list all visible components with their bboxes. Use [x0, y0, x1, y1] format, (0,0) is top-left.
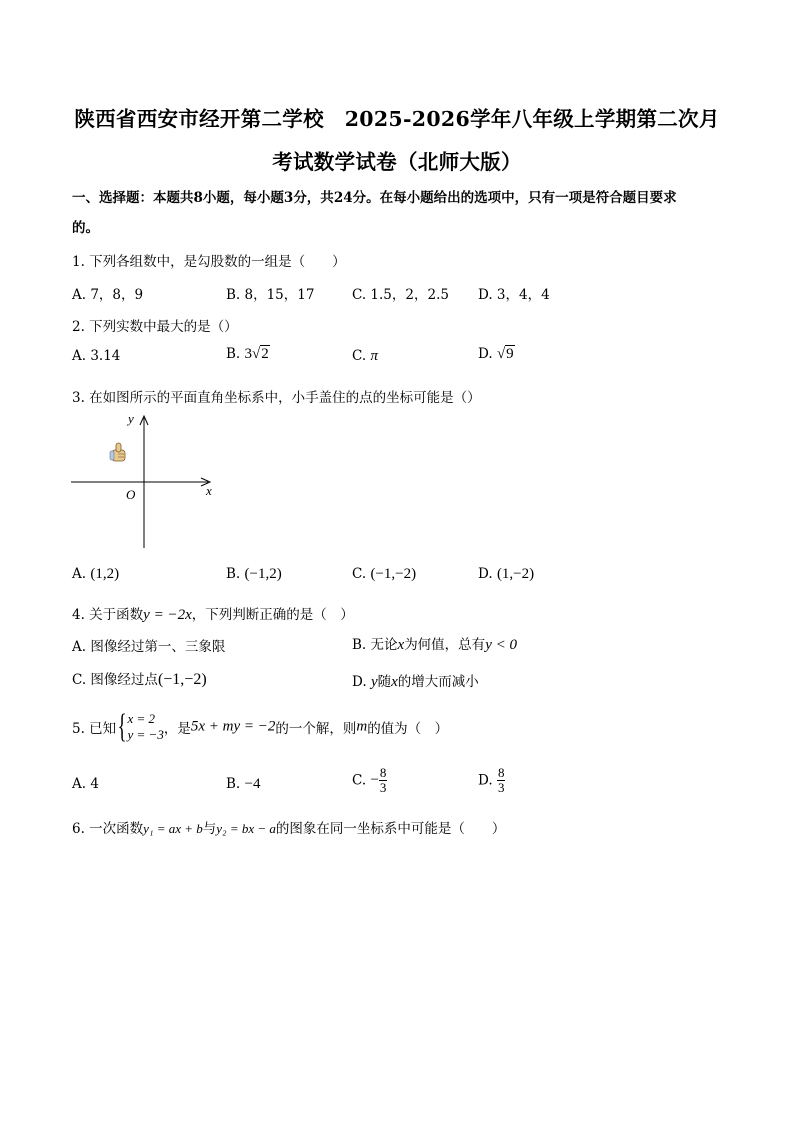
- q3-d-label: D.: [478, 566, 493, 582]
- q5-b-value: −4: [244, 776, 261, 792]
- q5-option-c: [352, 766, 387, 795]
- q3-a-value: (1,2): [90, 566, 120, 582]
- q4-b-b: 为何值，总有: [404, 637, 486, 653]
- q5-c-denominator: 3: [379, 780, 387, 795]
- section-instructions: [72, 186, 677, 206]
- q4-d-a: 随: [377, 674, 392, 690]
- q2-c-value: π: [370, 348, 378, 364]
- q1-option-d: D. 3，4，4: [478, 287, 550, 303]
- q6-stem: [72, 817, 505, 837]
- q3-option-d: [478, 566, 534, 583]
- q6-stem-c: 的图象在同一坐标系中可能是（ ）: [275, 821, 506, 837]
- q2-stem: 2. 下列实数中最大的是（）: [72, 319, 238, 335]
- q5-c-fraction: [379, 766, 388, 795]
- q5-stem-d: 的值为（ ）: [367, 721, 449, 737]
- q4-option-c: [72, 668, 207, 689]
- q3-c-label: C.: [352, 566, 367, 582]
- q4-d-x: x: [391, 674, 398, 690]
- q2-b-radicand: 2: [261, 346, 269, 362]
- q5-m: m: [356, 718, 368, 735]
- q5-d-numerator: 8: [497, 765, 505, 780]
- exam-title-line1: [0, 102, 794, 132]
- q5-option-b: [226, 776, 260, 793]
- q2-c-label: C.: [352, 348, 367, 364]
- q4-stem: [72, 603, 354, 624]
- q1-option-b: B. 8，15，17: [226, 287, 315, 303]
- system-brace: {: [117, 708, 127, 745]
- q1-option-c: C. 1.5，2，2.5: [352, 287, 449, 303]
- q3-stem: 3. 在如图所示的平面直角坐标系中，小手盖住的点的坐标可能是（）: [72, 390, 481, 406]
- q4-option-b: [352, 633, 517, 654]
- intro-a: 一、选择题：本题共: [72, 190, 194, 206]
- q5-sys-eq2: y = −3: [127, 727, 164, 742]
- q3-option-a: [72, 566, 119, 583]
- q5-stem: [72, 710, 448, 744]
- section-instructions-end: 的。: [72, 220, 99, 236]
- q2-option-b: [226, 346, 270, 363]
- q4-function: y = −2x: [143, 607, 192, 623]
- q6-stem-b: 与: [202, 821, 217, 837]
- q5-d-fraction: [497, 766, 506, 795]
- q2-b-label: B.: [226, 346, 241, 362]
- q5-stem-a: 5. 已知: [72, 721, 117, 737]
- q2-option-c: [352, 348, 378, 365]
- q2-d-label: D.: [478, 346, 493, 362]
- q6-function-1: y₁ = ax + b: [143, 821, 203, 836]
- q5-c-numerator: 8: [379, 765, 387, 780]
- y-axis-label: y: [128, 411, 134, 426]
- q4-d-b: 的增大而减小: [397, 674, 479, 690]
- q2-d-radicand: 9: [506, 346, 514, 362]
- q4-stem-a: 4. 关于函数: [72, 607, 144, 623]
- q5-option-d: [478, 766, 505, 795]
- title-year: 2025-2026: [344, 107, 471, 131]
- q5-sys-eq1: x = 2: [127, 711, 156, 726]
- per-question-score: 3: [283, 190, 294, 206]
- q2-option-d: [478, 346, 515, 363]
- coordinate-plane-figure: [68, 410, 228, 555]
- q4-option-d: [352, 670, 479, 691]
- q6-stem-a: 6. 一次函数: [72, 821, 144, 837]
- origin-label: O: [126, 487, 136, 502]
- q4-b-inequality: y < 0: [485, 637, 517, 653]
- q4-d-y: y: [370, 674, 378, 690]
- q2-b-coef: 3: [244, 346, 253, 362]
- intro-d: 分。在每小题给出的选项中，只有一项是符合题目要求: [352, 190, 677, 206]
- q5-stem-b: ，是: [163, 721, 191, 737]
- exam-title-line2: 考试数学试卷（北师大版）: [272, 150, 522, 174]
- q5-option-a: A. 4: [72, 776, 99, 792]
- intro-c: 分，共: [293, 190, 334, 206]
- q3-b-value: (−1,2): [244, 566, 282, 582]
- title-rest: 学年八年级上学期第二次月: [470, 107, 720, 131]
- q1-stem: 1. 下列各组数中，是勾股数的一组是（ ）: [72, 254, 346, 270]
- q2-option-a: A. 3.14: [72, 348, 121, 364]
- sqrt-sign: √2: [252, 346, 269, 362]
- q6-function-2: y₂ = bx − a: [216, 821, 276, 836]
- q5-d-denominator: 3: [497, 780, 505, 795]
- q3-option-b: [226, 566, 282, 583]
- q3-option-c: [352, 566, 416, 583]
- q4-b-x: x: [397, 637, 405, 653]
- q4-stem-b: ，下列判断正确的是（ ）: [191, 607, 354, 623]
- q3-c-value: (−1,−2): [370, 566, 417, 582]
- q5-stem-c: 的一个解，则: [275, 721, 357, 737]
- sqrt-sign: √9: [496, 346, 514, 362]
- q4-c-a: C. 图像经过点: [72, 672, 158, 688]
- q4-option-a: A. 图像经过第一、三象限: [72, 639, 226, 655]
- q5-c-label: C.: [352, 772, 367, 789]
- title-school: 陕西省西安市经开第二学校: [74, 107, 324, 131]
- q5-system: [128, 711, 164, 743]
- q3-a-label: A.: [72, 566, 87, 582]
- q5-equation: 5x + my = −2: [190, 718, 276, 735]
- q4-c-point: (−1,−2): [157, 671, 207, 688]
- q5-c-sign: −: [370, 772, 379, 788]
- intro-b: 小题，每小题: [202, 190, 284, 206]
- q3-b-label: B.: [226, 566, 241, 582]
- q1-option-a: A. 7，8，9: [72, 287, 144, 303]
- q4-d-label: D.: [352, 674, 367, 690]
- thumbs-up-hand-icon: [110, 443, 125, 461]
- question-count: 8: [193, 190, 203, 206]
- q5-d-label: D.: [478, 772, 493, 789]
- x-axis-label: x: [206, 483, 212, 498]
- q5-b-label: B.: [226, 776, 241, 792]
- total-score: 24: [333, 190, 353, 206]
- q3-d-value: (1,−2): [496, 566, 535, 582]
- q4-b-a: B. 无论: [352, 637, 398, 653]
